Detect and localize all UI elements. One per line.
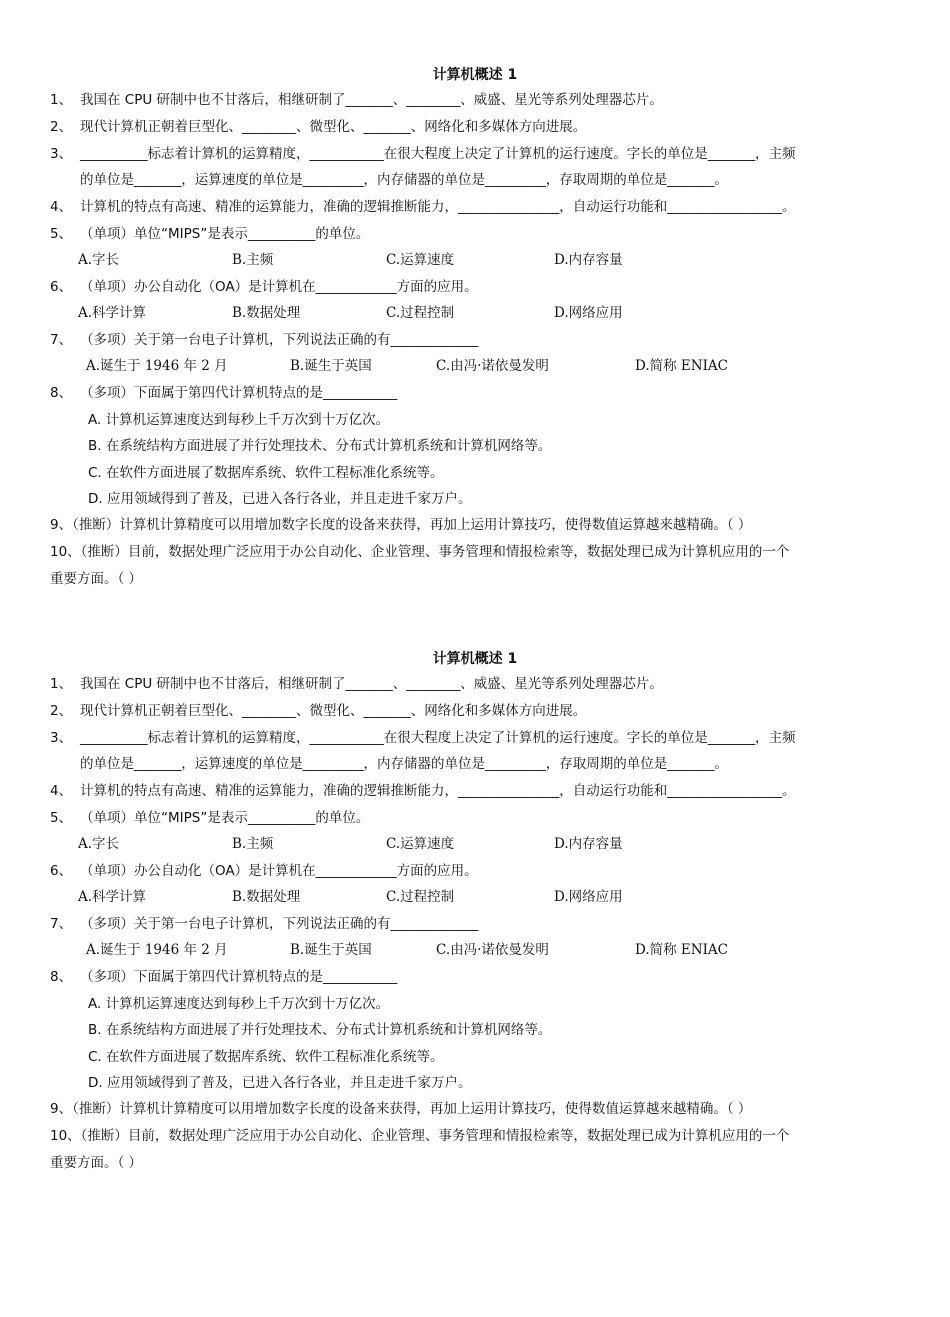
question-7 xyxy=(0,330,950,350)
question-text: 9、（推断）计算机计算精度可以用增加数字长度的设备来获得，再加上运用计算技巧，使得数值运算越来越精确。（ ） xyxy=(50,1101,752,1117)
option-a: A.字长 xyxy=(78,252,120,268)
question-text: 计算机的特点有高速、精准的运算能力，准确的逻辑推断能力，_______________，自动运行功能和_________________。 xyxy=(80,783,796,799)
question-text: 10、（推断）目前，数据处理广泛应用于办公自动化、企业管理、事务管理和情报检索等，数据处理已成为计算机应用的一个 xyxy=(50,544,790,560)
section-title: 计算机概述 1 xyxy=(432,651,518,667)
question-text: （多项）下面属于第四代计算机特点的是___________ xyxy=(80,385,398,401)
question-number: 2、 xyxy=(50,703,73,719)
question-number: 8、 xyxy=(50,969,73,985)
option-a: A. 计算机运算速度达到每秒上千万次到十万亿次。 xyxy=(88,996,390,1012)
option-c: C.运算速度 xyxy=(386,252,455,268)
question-text: （单项）办公自动化（OA）是计算机在____________方面的应用。 xyxy=(80,863,478,879)
option-a: A.字长 xyxy=(78,836,120,852)
question-number: 6、 xyxy=(50,863,73,879)
question-8-option-a xyxy=(0,410,950,430)
option-b: B.主频 xyxy=(232,836,274,852)
question-9 xyxy=(0,1099,950,1119)
question-8-option-c xyxy=(0,1047,950,1067)
question-5 xyxy=(0,808,950,828)
question-text: 重要方面。（ ） xyxy=(50,571,143,587)
question-number: 7、 xyxy=(50,332,73,348)
question-text: （多项）关于第一台电子计算机，下列说法正确的有_____________ xyxy=(80,916,479,932)
option-a: A.诞生于 1946 年 2 月 xyxy=(86,942,228,958)
option-c: C.运算速度 xyxy=(386,836,455,852)
question-number: 4、 xyxy=(50,783,73,799)
option-c: C. 在软件方面进展了数据库系统、软件工程标准化系统等。 xyxy=(88,465,444,481)
option-b: B.数据处理 xyxy=(232,305,301,321)
option-d: D.网络应用 xyxy=(554,889,623,905)
question-text: 计算机的特点有高速、精准的运算能力，准确的逻辑推断能力，_______________，自动运行功能和_________________。 xyxy=(80,199,796,215)
question-4 xyxy=(0,781,950,801)
question-text: （多项）下面属于第四代计算机特点的是___________ xyxy=(80,969,398,985)
question-text: （单项）办公自动化（OA）是计算机在____________方面的应用。 xyxy=(80,279,478,295)
question-text: __________标志着计算机的运算精度，___________在很大程度上决定了计算机的运行速度。字长的单位是_______，主频 xyxy=(80,730,796,746)
question-10 xyxy=(0,1126,950,1146)
option-d: D. 应用领域得到了普及，已进入各行各业，并且走进千家万户。 xyxy=(88,1075,472,1091)
question-4 xyxy=(0,197,950,217)
question-text: 重要方面。（ ） xyxy=(50,1155,143,1171)
question-8 xyxy=(0,383,950,403)
question-8 xyxy=(0,967,950,987)
question-text: 的单位是_______，运算速度的单位是_________，内存储器的单位是_________，存取周期的单位是_______。 xyxy=(80,172,728,188)
question-number: 2、 xyxy=(50,119,73,135)
question-text: （单项）单位“MIPS”是表示__________的单位。 xyxy=(80,810,370,826)
question-5-options xyxy=(0,250,950,270)
option-a: A.科学计算 xyxy=(78,889,147,905)
question-text: 我国在 CPU 研制中也不甘落后，相继研制了_______、________、威盛、星光等系列处理器芯片。 xyxy=(80,92,663,108)
option-b: B.主频 xyxy=(232,252,274,268)
question-text: （多项）关于第一台电子计算机，下列说法正确的有_____________ xyxy=(80,332,479,348)
option-c: C.由冯·诺依曼发明 xyxy=(436,942,549,958)
question-number: 8、 xyxy=(50,385,73,401)
option-d: D.内存容量 xyxy=(554,836,623,852)
option-d: D.简称 ENIAC xyxy=(635,358,729,374)
question-1 xyxy=(0,90,950,110)
question-7 xyxy=(0,914,950,934)
question-3 xyxy=(0,728,950,748)
question-text: 我国在 CPU 研制中也不甘落后，相继研制了_______、________、威盛、星光等系列处理器芯片。 xyxy=(80,676,663,692)
question-text: 现代计算机正朝着巨型化、________、微型化、_______、网络化和多媒体方向进展。 xyxy=(80,703,587,719)
option-c: C.过程控制 xyxy=(386,305,455,321)
question-text: 10、（推断）目前，数据处理广泛应用于办公自动化、企业管理、事务管理和情报检索等，数据处理已成为计算机应用的一个 xyxy=(50,1128,790,1144)
question-text: __________标志着计算机的运算精度，___________在很大程度上决定了计算机的运行速度。字长的单位是_______，主频 xyxy=(80,146,796,162)
option-b: B.诞生于英国 xyxy=(290,942,372,958)
question-7-options xyxy=(0,940,950,960)
option-b: B. 在系统结构方面进展了并行处理技术、分布式计算机系统和计算机网络等。 xyxy=(88,438,552,454)
section-title: 计算机概述 1 xyxy=(432,67,518,83)
question-8-option-b xyxy=(0,436,950,456)
question-8-option-d xyxy=(0,1073,950,1093)
option-c: C. 在软件方面进展了数据库系统、软件工程标准化系统等。 xyxy=(88,1049,444,1065)
question-6-options xyxy=(0,887,950,907)
question-number: 5、 xyxy=(50,226,73,242)
question-text: 的单位是_______，运算速度的单位是_________，内存储器的单位是_________，存取周期的单位是_______。 xyxy=(80,756,728,772)
question-9 xyxy=(0,515,950,535)
question-number: 3、 xyxy=(50,146,73,162)
question-number: 5、 xyxy=(50,810,73,826)
question-7-options xyxy=(0,356,950,376)
question-6 xyxy=(0,277,950,297)
question-10-continued xyxy=(0,569,950,589)
question-10-continued xyxy=(0,1153,950,1173)
option-a: A. 计算机运算速度达到每秒上千万次到十万亿次。 xyxy=(88,412,390,428)
question-10 xyxy=(0,542,950,562)
question-3-continued xyxy=(0,170,950,190)
question-8-option-c xyxy=(0,463,950,483)
question-2 xyxy=(0,701,950,721)
option-c: C.由冯·诺依曼发明 xyxy=(436,358,549,374)
question-1 xyxy=(0,674,950,694)
option-d: D. 应用领域得到了普及，已进入各行各业，并且走进千家万户。 xyxy=(88,491,472,507)
option-d: D.简称 ENIAC xyxy=(635,942,729,958)
option-a: A.科学计算 xyxy=(78,305,147,321)
question-text: 9、（推断）计算机计算精度可以用增加数字长度的设备来获得，再加上运用计算技巧，使得数值运算越来越精确。（ ） xyxy=(50,517,752,533)
question-number: 7、 xyxy=(50,916,73,932)
question-5 xyxy=(0,224,950,244)
question-number: 3、 xyxy=(50,730,73,746)
question-3 xyxy=(0,144,950,164)
question-number: 1、 xyxy=(50,92,73,108)
question-8-option-b xyxy=(0,1020,950,1040)
option-a: A.诞生于 1946 年 2 月 xyxy=(86,358,228,374)
option-d: D.网络应用 xyxy=(554,305,623,321)
option-b: B.诞生于英国 xyxy=(290,358,372,374)
question-number: 4、 xyxy=(50,199,73,215)
question-5-options xyxy=(0,834,950,854)
question-8-option-a xyxy=(0,994,950,1014)
question-8-option-d xyxy=(0,489,950,509)
question-number: 6、 xyxy=(50,279,73,295)
question-6 xyxy=(0,861,950,881)
question-2 xyxy=(0,117,950,137)
question-number: 1、 xyxy=(50,676,73,692)
question-text: 现代计算机正朝着巨型化、________、微型化、_______、网络化和多媒体方向进展。 xyxy=(80,119,587,135)
question-text: （单项）单位“MIPS”是表示__________的单位。 xyxy=(80,226,370,242)
option-d: D.内存容量 xyxy=(554,252,623,268)
question-6-options xyxy=(0,303,950,323)
option-b: B. 在系统结构方面进展了并行处理技术、分布式计算机系统和计算机网络等。 xyxy=(88,1022,552,1038)
option-c: C.过程控制 xyxy=(386,889,455,905)
option-b: B.数据处理 xyxy=(232,889,301,905)
question-3-continued xyxy=(0,754,950,774)
